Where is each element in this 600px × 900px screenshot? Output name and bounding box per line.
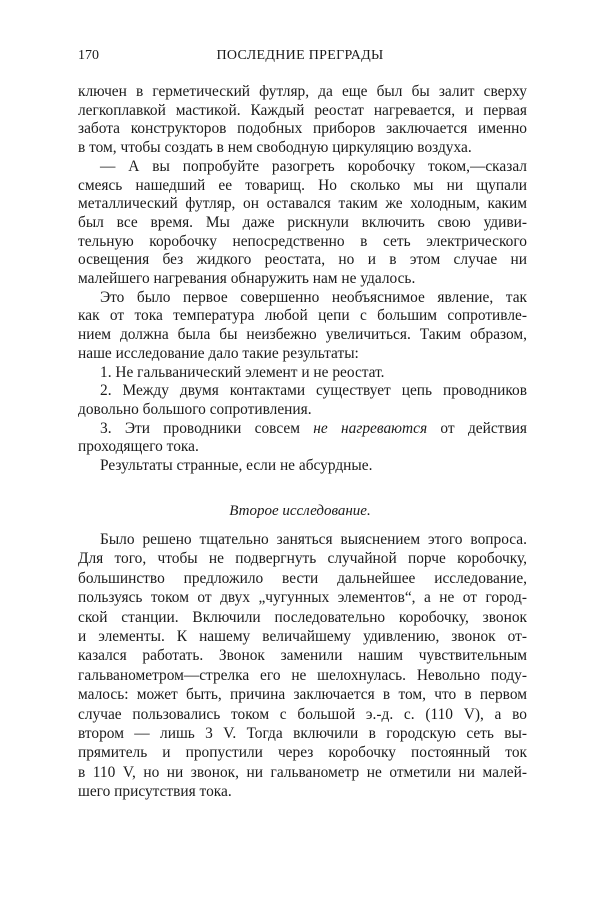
text-line: металлический футляр, он оставался таким же холодным, каким [78, 195, 527, 213]
body-text-section-1 [78, 83, 527, 476]
text-line: Было решено тщательно заняться выяснением этого вопроса. [100, 531, 527, 548]
text-line: пользуясь током от двух „чугунных элементов“, а не от город- [78, 589, 527, 607]
text-line: освещения без жидкого реостата, но и в этом случае ни [78, 251, 527, 269]
text-line: и элементы. К нашему величайшему удивлению, звонок от- [78, 628, 527, 646]
text-line: в 110 V, но ни звонок, ни гальванометр не отметили ни малей- [78, 763, 527, 781]
text-line: случае пользовались током с большой э.-д. с. (110 V), а во [78, 705, 527, 723]
text-line: малейшего нагревания обнаружить нам не удалось. [78, 270, 416, 288]
list-item-3 [78, 420, 527, 439]
text-line: Это было первое совершенно необъяснимое явление, так [100, 288, 527, 306]
text-line: забота конструкторов подобных приборов заключается именно [78, 120, 527, 138]
text-line: казался работать. Звонок заменили нашим чувствительным [78, 647, 527, 665]
emphasis-text: не нагреваются [313, 419, 428, 437]
text-line: прямитель и пропустили через коробочку постоянный ток [78, 744, 527, 762]
text-line: был все время. Мы даже рискнули включить свою удиви- [78, 213, 527, 231]
page-number: 170 [78, 48, 99, 63]
text-line: втором — лишь 3 V. Тогда включили в городскую сеть вы- [78, 725, 527, 743]
text-segment: от действия [427, 419, 527, 437]
text-line: в том, чтобы создать в нем свободную циркуляцию воздуха. [78, 139, 472, 157]
list-item-2: 2. Между двумя контактами существует цепь проводников [100, 382, 527, 400]
text-line: ской станции. Включили последовательно коробочку, звонок [78, 608, 527, 626]
text-line: малось: может быть, причина заключается в том, что в первом [78, 686, 527, 704]
text-line: довольно большого сопротивления. [78, 400, 312, 418]
text-line: нием должна была бы неизбежно увеличиться. Таким образом, [78, 326, 527, 344]
text-line: — А вы попробуйте разогреть коробочку током,—сказал [100, 157, 527, 175]
body-text-section-2 [78, 530, 527, 802]
section-heading: Второе исследование. [229, 503, 371, 519]
text-line: ключен в герметический футляр, да еще был бы залит сверху [78, 83, 527, 100]
text-line: как от тока температура любой цепи с большим сопротивле- [78, 307, 527, 325]
list-item-1: 1. Не гальванический элемент и не реостат. [100, 363, 385, 381]
text-line: наше исследование дало такие результаты: [78, 344, 359, 362]
text-line: шего присутствия тока. [78, 783, 232, 801]
running-title: ПОСЛЕДНИЕ ПРЕГРАДЫ [216, 48, 384, 63]
text-line: Результаты странные, если не абсурдные. [100, 457, 373, 475]
text-line: тельную коробочку непосредственно в сеть электрического [78, 232, 527, 250]
text-line: легкоплавкой мастикой. Каждый реостат нагревается, и первая [78, 101, 527, 119]
text-line: большинство предложило вести дальнейшее исследование, [78, 569, 527, 587]
text-line: Для того, чтобы не подвергнуть случайной порче коробочку, [78, 550, 527, 568]
text-line: смеясь нашедший ее товарищ. Но сколько мы ни щупали [78, 176, 527, 194]
text-segment: 3. Эти проводники совсем [100, 419, 314, 437]
text-line: проходящего тока. [78, 438, 199, 456]
text-line: гальванометром—стрелка его не шелохнулась. Невольно поду- [78, 666, 527, 684]
